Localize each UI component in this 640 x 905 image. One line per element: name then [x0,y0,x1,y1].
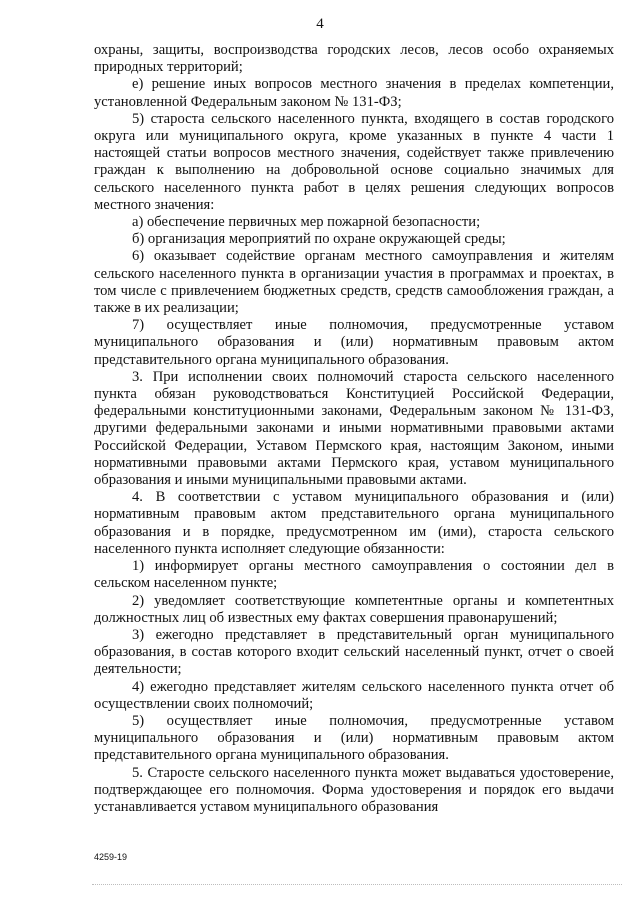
paragraph-duty-4: 4) ежегодно представляет жителям сельского населенного пункта отчет об осуществлении своих полномочий; [94,678,614,712]
document-body [94,42,614,816]
paragraph-section-4: 4. В соответствии с уставом муниципального образования и (или) нормативным правовым актом представительного органа муниципального образования и в порядке, предусмотренном им (ими), староста сельского населенного пункта исполняет следующие обязанности: [94,489,614,557]
paragraph-section-3: 3. При исполнении своих полномочий староста сельского населенного пункта обязан руководствоваться Конституцией Российской Федерации, федеральными конституционными законами, Федеральным законом № 131-ФЗ, другими федеральными законами и иными нормативными правовыми актами Российской Федерации, Уставом Пермского края, настоящим Законом, иными нормативными правовыми актами Пермского края, уставом муниципального образования и иными муниципальными правовыми актами. [94,368,614,489]
page-number: 4 [316,16,324,32]
paragraph-item-6: 6) оказывает содействие органам местного самоуправления и жителям сельского населенного пункта в организации участия в программах и проектах, в том числе с привлечением бюджетных средств, средств самообложения граждан, а также в их реализации; [94,248,614,317]
page-edge-divider [92,884,622,885]
paragraph-duty-1: 1) информирует органы местного самоуправления о состоянии дел в сельском населенном пункте; [94,558,614,592]
paragraph-duty-5: 5) осуществляет иные полномочия, предусмотренные уставом муниципального образования и (или) нормативным правовым актом представительного органа муниципального образования. [94,712,614,764]
paragraph-subitem-a: а) обеспечение первичных мер пожарной безопасности; [132,214,481,231]
paragraph-section-5: 5. Старосте сельского населенного пункта может выдаваться удостоверение, подтверждающее его полномочия. Форма удостоверения и порядок его выдачи устанавливается уставом муниципального образования [94,764,614,815]
paragraph-item-5: 5) староста сельского населенного пункта, входящего в состав городского округа или муниципального округа, кроме указанных в пункте 4 части 1 настоящей статьи вопросов местного значения, содействует также привлечению граждан к выполнению на добровольной основе социально значимых для сельского населенного пункта работ в целях решения следующих вопросов местного значения: [94,110,614,213]
paragraph-item-e: е) решение иных вопросов местного значения в пределах компетенции, установленной Федеральным законом № 131-ФЗ; [94,76,614,110]
paragraph-duty-2: 2) уведомляет соответствующие компетентные органы и компетентных должностных лиц об известных ему фактах совершения правонарушений; [94,592,614,626]
paragraph-continuation: охраны, защиты, воспроизводства городских лесов, лесов особо охраняемых природных территорий; [94,42,614,76]
paragraph-subitem-b: б) организация мероприятий по охране окружающей среды; [132,231,506,248]
paragraph-duty-3: 3) ежегодно представляет в представительный орган муниципального образования, в состав которого входит сельский населенный пункт, отчет о своей деятельности; [94,626,614,678]
paragraph-item-7: 7) осуществляет иные полномочия, предусмотренные уставом муниципального образования и (или) нормативным правовым актом представительного органа муниципального образования. [94,317,614,368]
document-code: 4259-19 [94,852,128,862]
